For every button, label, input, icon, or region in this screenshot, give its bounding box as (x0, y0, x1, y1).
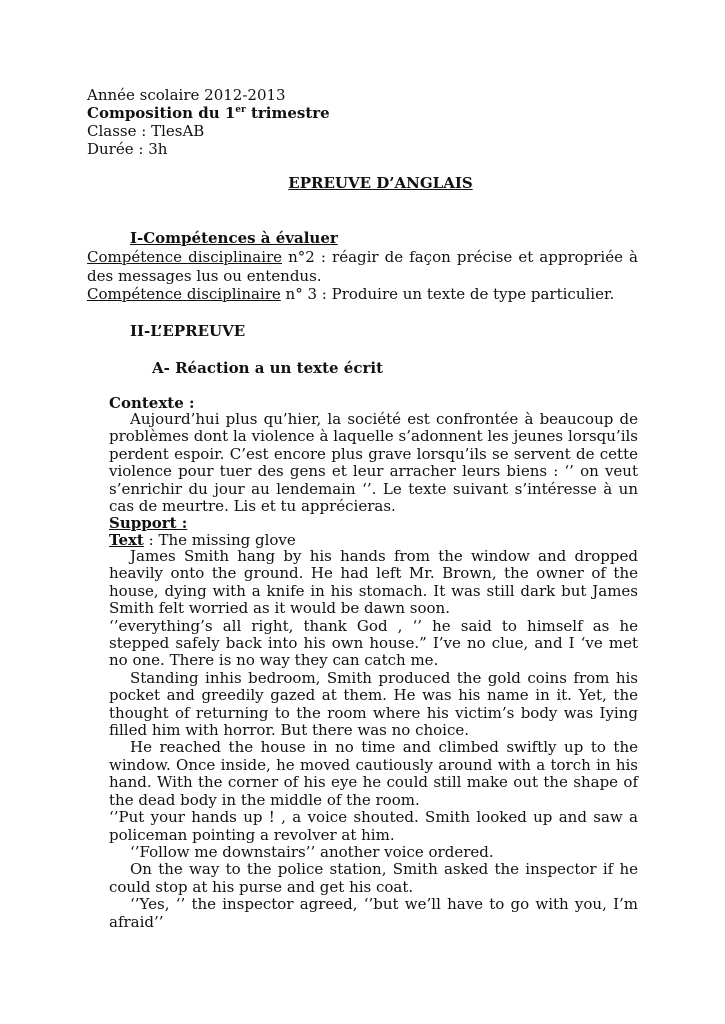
story-paragraph: ‘’everything’s all right, thank God , ‘’ he said to himself as he stepped safely back into his own house.” I’ve no clue, and I ‘ve met no one. There is no way they can catch me. (109, 616, 638, 670)
composition-prefix: Composition du 1 (87, 104, 236, 122)
exam-title: EPREUVE D’ANGLAIS (288, 174, 473, 192)
competence-1 (87, 248, 638, 285)
class-line: Classe : TlesAB (87, 122, 205, 140)
text-label: Text (109, 531, 144, 549)
story-paragraph: ‘’Follow me downstairs’’ another voice ordered. (130, 842, 494, 861)
context-text: Aujourd’hui plus qu’hier, la société est confrontée à beaucoup de problèmes dont la violence à laquelle s’adonnent les jeunes lorsqu’ils perdent espoir. C’est encore plus grave lorsqu’ils se servent de cette violence pour tuer des gens et leur arracher leurs biens : ‘’ on veut s’enrichir du jour au lendemain ‘’. Le texte suivant s’intéresse à un cas de meurtre. Lis et tu apprécieras. (109, 410, 638, 516)
competence-2-text: n° 3 : Produire un texte de type particulier. (280, 285, 615, 303)
composition-line (87, 104, 330, 122)
story-paragraph: He reached the house in no time and climbed swiftly up to the window. Once inside, he moved cautiously around with a torch in his hand. With the corner of his eye he could still make out the shape of the dead body in the middle of the room. (109, 738, 638, 809)
competence-2-label: Compétence disciplinaire (87, 285, 281, 303)
section2-heading: II-L’EPREUVE (130, 322, 246, 340)
section2-subheading: A- Réaction a un texte écrit (152, 359, 383, 377)
text-title: : The missing glove (143, 531, 296, 549)
duration-line: Durée : 3h (87, 140, 168, 158)
story-paragraph: James Smith hang by his hands from the window and dropped heavily onto the ground. He had left Mr. Brown, the owner of the house, dying with a knife in his stomach. It was still dark but James Smith felt worried as it would be dawn soon. (109, 547, 638, 618)
competence-2 (87, 285, 638, 304)
section1-heading: I-Compétences à évaluer (130, 229, 338, 247)
competence-1-label: Compétence disciplinaire (87, 248, 283, 266)
school-year: Année scolaire 2012-2013 (87, 86, 286, 104)
story-paragraph: On the way to the police station, Smith asked the inspector if he could stop at his purse and get his coat. (109, 860, 638, 896)
composition-suffix: trimestre (245, 104, 330, 122)
story-paragraph: ‘’Put your hands up ! , a voice shouted. Smith looked up and saw a policeman pointing a revolver at him. (109, 808, 638, 844)
context-label: Contexte : (109, 394, 195, 412)
composition-sup: er (235, 105, 246, 115)
story-paragraph: ‘’Yes, ‘’ the inspector agreed, ‘’but we’ll have to go with you, I’m afraid’’ (109, 895, 638, 931)
story-text (109, 548, 638, 931)
competence-1-text: n°2 : réagir de façon précise et appropriée à des messages lus ou entendus. (87, 248, 638, 285)
story-paragraph: Standing inhis bedroom, Smith produced the gold coins from his pocket and greedily gazed at them. He was his name in it. Yet, the thought of returning to the room where his victim’s body was Iying filled him with horror. But there was no choice. (109, 668, 638, 740)
support-label: Support : (109, 514, 188, 532)
